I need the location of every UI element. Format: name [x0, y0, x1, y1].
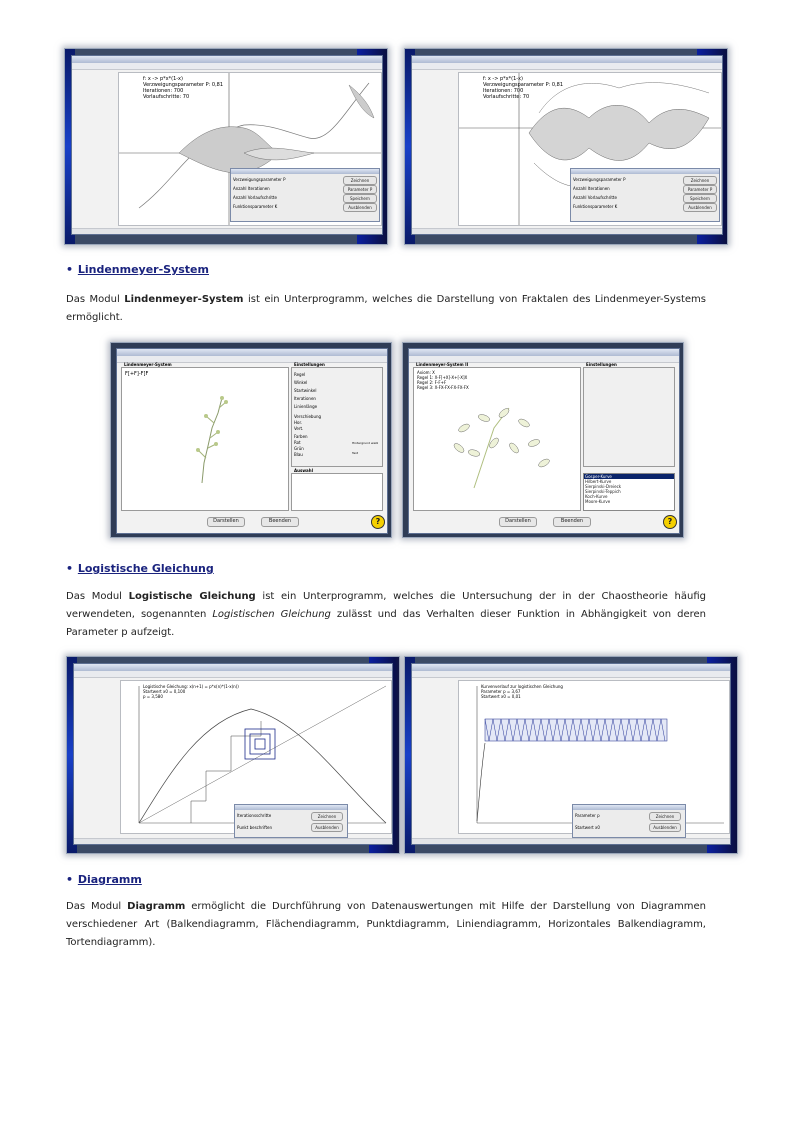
bullet-lindenmeyer	[66, 263, 209, 276]
shift-title: Verschiebung	[294, 414, 322, 419]
field-regel: Regel	[294, 372, 306, 377]
param-line: Verzweigungsparameter P: 0,81	[483, 82, 564, 88]
auswahl-panel	[291, 468, 383, 511]
link-logistische-gleichung[interactable]: Logistische Gleichung	[77, 562, 214, 575]
parameter-button[interactable]: Parameter P	[683, 185, 717, 194]
axiom-line: Axiom: X	[417, 370, 435, 375]
field-winkel: Winkel	[294, 380, 308, 385]
module-name: Logistische Gleichung	[128, 591, 256, 602]
window-titlebar	[74, 664, 392, 671]
param-label-k: Funktionsparameter K	[233, 204, 278, 209]
param-line: Parameter p = 3,67	[481, 689, 521, 694]
example-list[interactable]	[583, 473, 675, 511]
iter-line: Iterationen: 700	[143, 88, 184, 94]
param-label-p: Verzweigungsparameter P	[233, 177, 286, 182]
feigenbaum-dialog	[230, 168, 380, 222]
list-item[interactable]: Gosper-Kurve	[584, 474, 674, 479]
field-startwinkel: Startwinkel	[294, 388, 317, 393]
list-item[interactable]: Sierpinski-Teppich	[585, 489, 621, 494]
list-item[interactable]: Sierpinski-Dreieck	[585, 484, 622, 489]
pre-line: Vorlaufschritte: 70	[143, 94, 190, 100]
link-lindenmeyer-system[interactable]: Lindenmeyer-System	[77, 263, 209, 276]
param-label-k: Funktionsparameter K	[573, 204, 618, 209]
screenshot-feigenbaum-left	[64, 48, 386, 243]
speichern-button[interactable]: Speichern	[343, 194, 377, 203]
auswahl-title: Auswahl	[294, 468, 313, 473]
window-titlebar	[412, 664, 730, 671]
lsystem-canvas	[413, 362, 581, 511]
darstellen-button[interactable]: Darstellen	[207, 517, 245, 527]
para-text: zulässt und das Verhalten dieser Funktion in Abhängigkeit von deren Parameter p aufzeigt.	[66, 609, 706, 638]
settings-title: Einstellungen	[294, 362, 325, 367]
panel-title: Lindenmeyer-System II	[416, 362, 469, 367]
pre-line: Vorlaufschritte: 70	[483, 94, 530, 100]
window-titlebar	[412, 56, 722, 63]
status-bar	[412, 228, 722, 234]
module-name: Lindenmeyer-System	[124, 294, 244, 305]
menu-bar	[412, 63, 722, 70]
formula-line: f: x -> p*x*(1-x)	[143, 76, 183, 82]
zeichnen-button[interactable]: Zeichnen	[343, 176, 377, 185]
check-hintergrund[interactable]: Hintergrund weiß	[352, 441, 379, 445]
screenshot-lsystem-left	[110, 342, 390, 536]
speichern-button[interactable]: Speichern	[683, 194, 717, 203]
menu-bar	[72, 63, 382, 70]
screenshot-feigenbaum-right	[404, 48, 726, 243]
paragraph-lindenmeyer	[66, 291, 706, 327]
axiom-text: F[+F]-F]F	[125, 371, 149, 377]
menu-bar	[412, 671, 730, 678]
iter-line: Iterationen: 700	[483, 88, 524, 94]
darstellen-button[interactable]: Darstellen	[499, 517, 537, 527]
rule-line-2: Regel 2: F-F+F	[417, 380, 447, 385]
feigenbaum-dialog	[570, 168, 720, 222]
rule-line-3: Regel 3: X-FX-FX-FX-FX-FX	[417, 385, 469, 390]
para-text: Das Modul	[66, 294, 125, 305]
p-line: p = 3,580	[143, 694, 163, 699]
color-blau: Blau	[294, 452, 303, 457]
panel-title: Lindenmeyer-System	[124, 362, 172, 367]
ausblenden-button[interactable]: Ausblenden	[683, 203, 717, 212]
status-bar	[74, 838, 392, 844]
term-italic: Logistischen Gleichung	[212, 609, 331, 620]
help-icon[interactable]: ?	[371, 515, 385, 529]
beenden-button[interactable]: Beenden	[553, 517, 591, 527]
ausblenden-button[interactable]: Ausblenden	[343, 203, 377, 212]
settings-panel	[583, 362, 675, 467]
para-text: Das Modul	[66, 901, 128, 912]
zeichnen-button[interactable]: Zeichnen	[311, 812, 343, 821]
screenshot-logistic-right	[404, 656, 736, 852]
bullet-icon: •	[66, 562, 74, 575]
paragraph-diagramm	[66, 898, 706, 952]
field-iterationen: Iterationen	[294, 396, 316, 401]
settings-title: Einstellungen	[586, 362, 617, 367]
plant-fractal	[122, 368, 288, 510]
param-label-iter: Anzahl Iterationen	[573, 186, 610, 191]
list-item[interactable]: Hilbert-Kurve	[585, 479, 612, 484]
ausblenden-button[interactable]: Ausblenden	[311, 823, 343, 832]
para-text: ermöglicht die Durchführung von Datenauswertungen mit Hilfe der Darstellung von Diagrammen verschiedener Art (Balkendiagramm, Flächendiagramm, Punktdiagramm, Liniendiagramm, Horizontales Balkendiagramm, Tortendiagramm).	[66, 901, 706, 948]
title-line: Kurvenverlauf zur logistischen Gleichung	[481, 684, 563, 689]
logistic-dialog	[572, 804, 686, 838]
param-line: Verzweigungsparameter P: 0,81	[143, 82, 224, 88]
color-rot: Rot	[294, 440, 301, 445]
bullet-logistic	[66, 562, 214, 575]
punkt-checkbox[interactable]: Punkt beschriften	[237, 825, 273, 830]
help-icon[interactable]: ?	[663, 515, 677, 529]
list-item[interactable]: Moore-Kurve	[585, 499, 611, 504]
settings-panel	[291, 362, 383, 467]
formula-line: Logistische Gleichung: x(n+1) = p*x(n)*(1-x(n))	[143, 684, 239, 689]
color-gruen: Grün	[294, 446, 304, 451]
window-titlebar	[72, 56, 382, 63]
screenshot-lsystem-right	[402, 342, 682, 536]
link-diagramm[interactable]: Diagramm	[77, 873, 142, 886]
list-item[interactable]: Koch-Kurve	[585, 494, 608, 499]
paragraph-logistic	[66, 588, 706, 642]
startwert-line: Startwert x0 = 0,100	[143, 689, 186, 694]
ausblenden-button[interactable]: Ausblenden	[649, 823, 681, 832]
window-titlebar	[409, 349, 679, 356]
param-x0-label: Startwert x0	[575, 825, 600, 830]
bullet-diagramm	[66, 873, 142, 886]
check-text[interactable]: Text	[352, 451, 359, 455]
para-text: Das Modul	[66, 591, 129, 602]
parameter-button[interactable]: Parameter P	[343, 185, 377, 194]
iter-label: Iterationsschritte	[237, 813, 272, 818]
param-label-pre: Anzahl Vorlaufschritte	[233, 195, 277, 200]
formula-line: f: x -> p*x*(1-x)	[483, 76, 523, 82]
param-label-iter: Anzahl Iterationen	[233, 186, 270, 191]
status-bar	[412, 838, 730, 844]
module-name: Diagramm	[127, 901, 186, 912]
status-bar	[72, 228, 382, 234]
logistic-dialog	[234, 804, 348, 838]
lsystem-canvas	[121, 362, 289, 511]
zeichnen-button[interactable]: Zeichnen	[649, 812, 681, 821]
leaf-fractal	[414, 368, 580, 510]
rule-line-1: Regel 1: X-F[+X]-X+[-X]X	[417, 375, 468, 380]
field-linienlaenge: Linienlänge	[294, 404, 318, 409]
screenshot-logistic-left	[66, 656, 398, 852]
startwert-line: Startwert x0 = 0,01	[481, 694, 521, 699]
param-p-label: Parameter p	[575, 813, 600, 818]
param-label-p: Verzweigungsparameter P	[573, 177, 626, 182]
colors-title: Farben	[294, 434, 308, 439]
param-label-pre: Anzahl Vorlaufschritte	[573, 195, 617, 200]
menu-bar	[74, 671, 392, 678]
bullet-icon: •	[66, 263, 74, 276]
para-text: ist ein Unterprogramm, welches die Darstellung von Fraktalen des Lindenmeyer-Systems ermöglicht.	[66, 294, 706, 323]
para-text: ist ein Unterprogramm, welches die Untersuchung der in der Chaostheorie häufig verwendeten, sogenannten	[66, 591, 707, 620]
shift-hor: Hor.	[294, 420, 303, 425]
bullet-icon: •	[66, 873, 74, 886]
shift-vert: Vert.	[294, 426, 304, 431]
beenden-button[interactable]: Beenden	[261, 517, 299, 527]
zeichnen-button[interactable]: Zeichnen	[683, 176, 717, 185]
window-titlebar	[117, 349, 387, 356]
